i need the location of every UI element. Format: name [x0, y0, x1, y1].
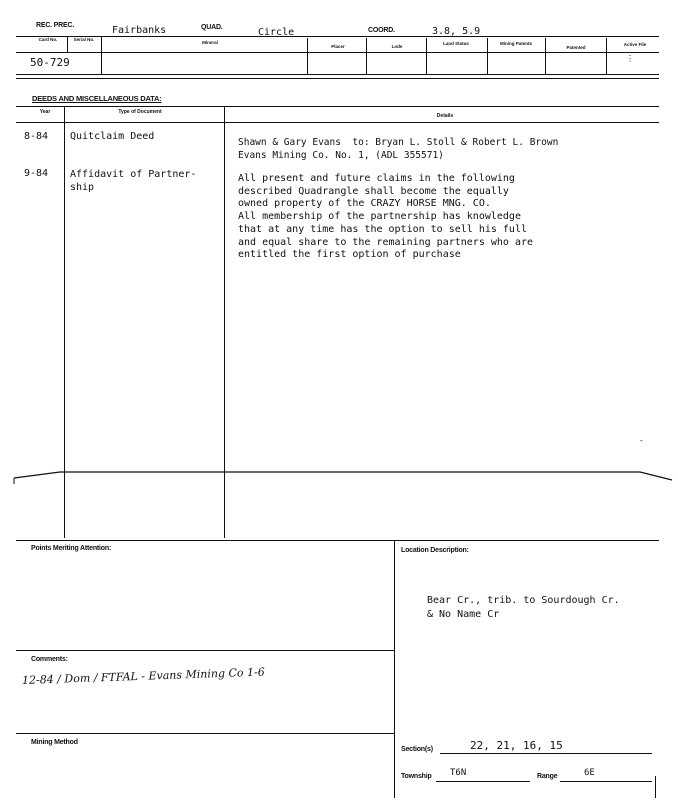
deed-row-1-details: Shawn & Gary Evans to: Bryan L. Stoll & Robert L. Brown Evans Mining Co. No. 1, (ADL 355571): [238, 137, 559, 161]
deeds-bottom-rule: [16, 540, 659, 541]
deeds-col-year: Year: [39, 109, 51, 115]
deeds-header-rule: [16, 122, 659, 123]
active-file-mark: ⋮: [626, 54, 634, 63]
deeds-section-title: DEEDS AND MISCELLANEOUS DATA:: [32, 94, 162, 103]
location-description: Bear Cr., trib. to Sourdough Cr. & No Name Cr: [427, 595, 620, 620]
col-serial-no: Serial No.: [73, 37, 95, 42]
mining-method-label: Mining Method: [31, 739, 78, 746]
deed-row-2-details: All present and future claims in the following described Quadrangle shall become the equally owned property of the CRAZY HORSE MNG. CO. All membership of the partnership has knowledge that at any time has the option to sell his full and equal share to the remaining partners who are entitled the first option of purchase: [238, 173, 534, 261]
quad-label: QUAD.: [201, 24, 223, 31]
col-mining-patents: Mining Patents: [499, 41, 532, 46]
col-lode: Lode: [391, 44, 403, 49]
col-patented: Patented: [566, 45, 586, 50]
deed-row-2-year: 9-84: [24, 168, 49, 179]
col-mineral: Mineral: [202, 40, 218, 45]
rec-prec-label: REC. PREC.: [36, 22, 75, 29]
location-label: Location Description:: [401, 547, 469, 554]
deeds-top-rule: [16, 106, 659, 107]
deed-row-2-type: Affidavit of Partner- ship: [70, 169, 197, 193]
range-label: Range: [537, 773, 558, 780]
col-placer: Placer: [331, 44, 345, 49]
comments-handwritten: 12-84 / Dom / FTFAL - Evans Mining Co 1-6: [21, 665, 265, 687]
range-value: 6E: [584, 768, 595, 778]
card-number: 50-729: [30, 56, 70, 69]
rec-prec-value: Fairbanks: [112, 25, 167, 36]
bottom-divider: [394, 540, 395, 798]
comments-label: Comments:: [31, 656, 68, 663]
deeds-col-details: Details: [436, 113, 454, 119]
township-label: Township: [401, 773, 432, 780]
header-rule: [16, 36, 659, 37]
sections-value: 22, 21, 16, 15: [470, 739, 563, 752]
column-header-rule: [16, 52, 659, 53]
points-label: Points Meriting Attention:: [31, 545, 112, 552]
col-land-status: Land Status: [443, 41, 469, 46]
coord-value: 3.8, 5.9: [432, 26, 481, 37]
deed-row-1-year: 8-84: [24, 131, 49, 142]
quad-value: Circle: [258, 27, 295, 38]
fold-line: [0, 462, 678, 492]
coord-label: COORD.: [368, 27, 395, 34]
deeds-col-type: Type of Document: [118, 109, 162, 115]
col-active-file: Active File: [623, 42, 647, 47]
sections-label: Section(s): [401, 746, 433, 753]
deed-row-1-type: Quitclaim Deed: [70, 131, 155, 142]
township-value: T6N: [450, 768, 467, 778]
col-card-no: Card No.: [38, 37, 58, 42]
